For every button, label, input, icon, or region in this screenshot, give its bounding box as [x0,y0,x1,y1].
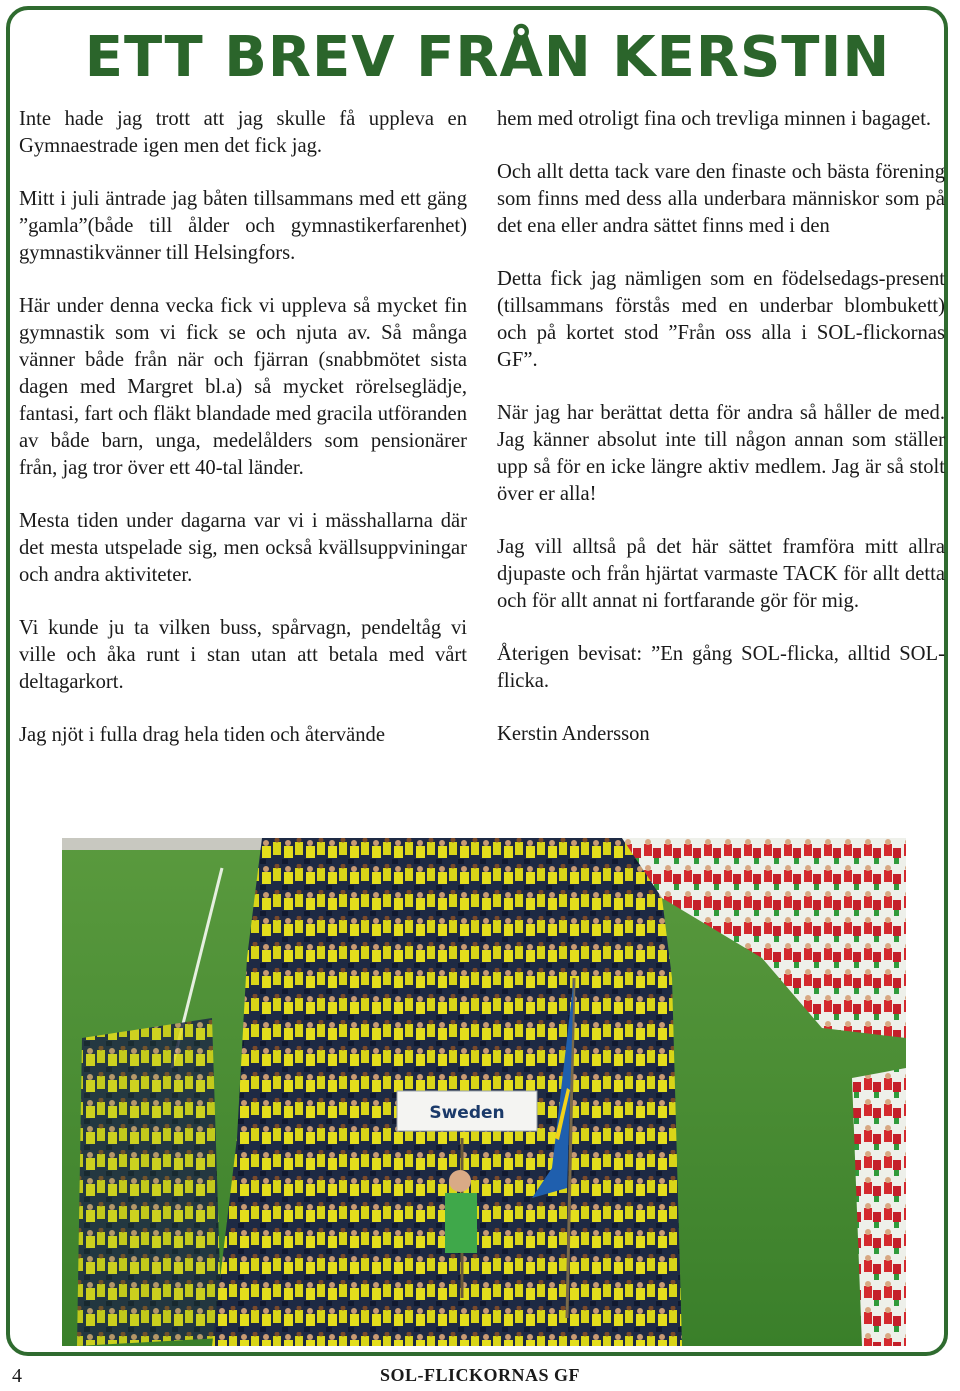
paragraph: Och allt detta tack vare den finaste och bästa förening som finns med dess alla underbara människor som på det ena eller andra sättet finns med i den [497,161,945,237]
paragraph: Vi kunde ju ta vilken buss, spårvagn, pendeltåg vi ville och åka runt i stan utan att betala med vårt deltagarkort. [19,617,467,693]
yellow-crowd-left [77,1018,222,1346]
paragraph: Mesta tiden under dagarna var vi i mässhallarna där det mesta utspelade sig, men också kvällsuppviningar och andra aktiviteter. [19,510,467,586]
paragraph: Mitt i juli äntrade jag båten tillsammans med ett gäng ”gamla”(både till ålder och gymnastikerfarenhet) gymnastikvänner till Helsingfors. [19,188,467,264]
signature: Kerstin Andersson [497,723,650,745]
left-column [19,106,467,775]
paragraph: Inte hade jag trott att jag skulle få uppleva en Gymnaestrade igen men det fick jag. [19,108,467,157]
paragraph: Jag njöt i fulla drag hela tiden och återvände [19,724,385,746]
paragraph: Detta fick jag nämligen som en födelsedags-present (tillsammans förstås med en underbar blombukett) och på kortet stod ”Från oss alla i SOL-flickornas GF”. [497,268,945,371]
parade-photo [62,838,906,1346]
right-column [497,106,945,774]
green-shirt-head [449,1170,471,1192]
country-sign-text: Sweden [429,1103,505,1123]
footer-club-name: SOL-FLICKORNAS GF [379,1365,581,1385]
paragraph: Återigen bevisat: ”En gång SOL-flicka, alltid SOL-flicka. [497,643,945,692]
page-title: ETT BREV FRÅN KERSTIN [84,25,891,90]
paragraph: När jag har berättat detta för andra så håller de med. Jag känner absolut inte till någon annan som ställer upp så för en icke längre aktiv medlem. Jag är så stolt över er alla! [497,402,945,505]
paragraph: hem med otroligt fina och trevliga minnen i bagaget. [497,108,932,130]
paragraph: Här under denna vecka fick vi uppleva så mycket fin gymnastik som vi fick se och njuta av. Så många vänner både från när och fjärran (snabbmötet sista dagen med Margret bl.a) så mycket rörelseglädje, fantasi, fart och fläkt blandade med gracila utföranden av både barn, unga, medelålders som pensionärer från, jag tror över ett 40-tal länder. [19,295,467,479]
green-shirt-person [445,1193,477,1253]
page-number: 4 [12,1365,22,1387]
paragraph: Jag vill alltså på det här sättet framföra mitt allra djupaste och från hjärtat varmaste TACK för allt detta och för allt annat ni fortfarande gör för mig. [497,536,945,612]
